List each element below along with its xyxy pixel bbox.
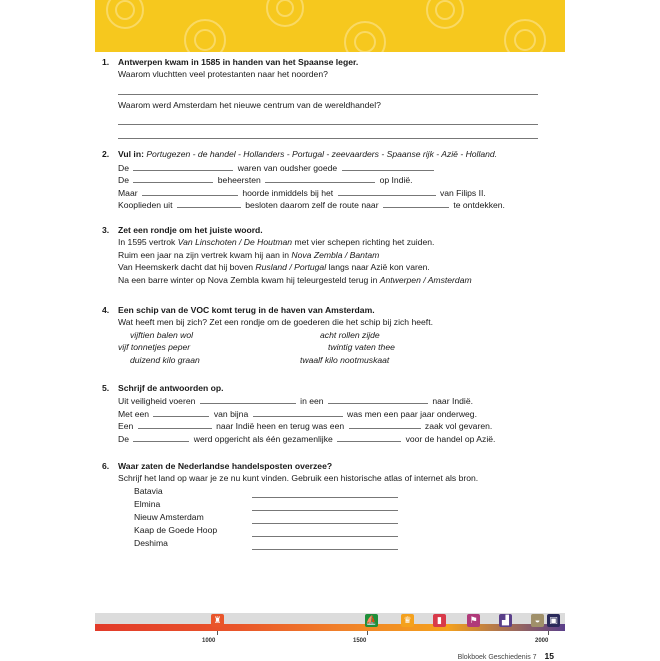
question-number: 3. xyxy=(102,225,110,235)
text: op Indië. xyxy=(379,175,413,185)
text: De xyxy=(118,162,129,173)
page-number: 15 xyxy=(544,651,554,661)
decorative-header xyxy=(95,0,565,52)
blank-field[interactable] xyxy=(142,186,238,196)
flag-icon: ⚑ xyxy=(467,614,480,627)
blank-field[interactable] xyxy=(342,161,434,171)
blank-field[interactable] xyxy=(265,173,375,183)
book-title: Blokboek Geschiedenis 7 xyxy=(457,654,537,661)
question-1 xyxy=(102,56,548,139)
question-title: Antwerpen kwam in 1585 in handen van het Spaanse leger. xyxy=(118,57,359,67)
crown-icon: ♛ xyxy=(401,614,414,627)
place-row xyxy=(134,511,548,524)
text: Uit veiligheid voeren xyxy=(118,396,196,407)
question-number: 1. xyxy=(102,57,110,67)
goods-option[interactable]: vijftien balen wol xyxy=(130,329,194,340)
text: Maar xyxy=(118,187,138,198)
text: met vier schepen richting het zuiden. xyxy=(292,237,435,248)
question-number: 6. xyxy=(102,461,110,471)
place-name: Kaap de Goede Hoop xyxy=(134,525,218,536)
fill-line xyxy=(118,407,548,420)
text: werd opgericht als één gezamenlijke xyxy=(193,433,333,444)
question-4 xyxy=(102,304,548,366)
place-row xyxy=(134,498,548,511)
answer-line[interactable] xyxy=(252,539,398,550)
hat-icon: ◒ xyxy=(531,614,544,627)
question-number: 2. xyxy=(102,149,110,159)
castle-icon: ♜ xyxy=(211,614,224,627)
goods-option[interactable]: acht rollen zijde xyxy=(320,329,380,340)
text: te ontdekken. xyxy=(453,200,505,210)
timeline xyxy=(95,613,565,644)
timeline-year: 1500 xyxy=(353,638,367,644)
place-name: Nieuw Amsterdam xyxy=(134,512,204,523)
choice-option[interactable]: Nova Zembla / Bantam xyxy=(291,249,380,260)
question-title: Schrijf de antwoorden op. xyxy=(118,383,224,393)
blank-field[interactable] xyxy=(153,407,209,417)
text: van Filips II. xyxy=(439,187,486,198)
text: zaak vol gevaren. xyxy=(424,421,493,432)
blank-field[interactable] xyxy=(200,394,296,404)
question-prompt: Waarom werd Amsterdam het nieuwe centrum van de wereldhandel? xyxy=(118,99,381,110)
question-number: 4. xyxy=(102,305,110,315)
answer-line[interactable] xyxy=(118,111,538,125)
place-name: Elmina xyxy=(134,499,161,510)
text: voor de handel op Azië. xyxy=(405,433,496,444)
answer-line[interactable] xyxy=(252,526,398,537)
answer-line[interactable] xyxy=(118,125,538,139)
fill-line xyxy=(118,161,548,174)
blank-field[interactable] xyxy=(133,161,233,171)
text: Met een xyxy=(118,408,150,419)
text: De xyxy=(118,175,129,185)
swirl-pattern xyxy=(95,0,565,52)
blank-field[interactable] xyxy=(138,419,212,429)
blank-field[interactable] xyxy=(328,394,428,404)
text: Ruim een jaar na zijn vertrek kwam hij aan in xyxy=(118,249,292,260)
goods-option[interactable]: vijf tonnetjes peper xyxy=(118,342,191,353)
text: van bijna xyxy=(213,408,249,419)
screen-icon: ▣ xyxy=(547,614,560,627)
word-options: Portugezen - de handel - Hollanders - Portugal - zeevaarders - Spaanse rijk - Azië - Holland. xyxy=(146,149,498,159)
ship-icon: ⛵ xyxy=(365,615,378,625)
question-title: Vul in: xyxy=(118,149,144,159)
blank-field[interactable] xyxy=(253,407,343,417)
question-5 xyxy=(102,382,548,444)
text: was men een paar jaar onderweg. xyxy=(347,408,477,419)
choice-option[interactable]: Rusland / Portugal xyxy=(255,262,327,273)
blank-field[interactable] xyxy=(338,186,436,196)
text: hoorde inmiddels bij het xyxy=(242,187,334,198)
timeline-tick xyxy=(217,631,218,635)
question-prompt: Wat heeft men bij zich? Zet een rondje om de goederen die het schip bij zich heeft. xyxy=(118,317,433,328)
answer-line[interactable] xyxy=(252,500,398,511)
blank-field[interactable] xyxy=(337,432,401,442)
question-title: Zet een rondje om het juiste woord. xyxy=(118,225,263,235)
text: naar Indië heen en terug was een xyxy=(216,421,345,432)
text: besloten daarom zelf de route naar xyxy=(245,200,379,210)
question-title: Waar zaten de Nederlandse handelsposten overzee? xyxy=(118,461,333,471)
place-row xyxy=(134,485,548,498)
fill-line xyxy=(118,394,548,407)
fill-line xyxy=(118,419,548,432)
question-6 xyxy=(102,460,548,550)
fill-line xyxy=(118,198,548,211)
place-name: Deshima xyxy=(134,538,168,549)
question-title: Een schip van de VOC komt terug in de haven van Amsterdam. xyxy=(118,305,375,315)
goods-option[interactable]: twintig vaten thee xyxy=(328,342,395,353)
place-row xyxy=(134,524,548,537)
choice-option[interactable]: Antwerpen / Amsterdam xyxy=(379,274,472,285)
text: naar Indië. xyxy=(432,396,473,407)
place-row xyxy=(134,537,548,550)
goods-option[interactable]: duizend kilo graan xyxy=(130,354,200,365)
fill-line xyxy=(118,173,548,186)
blank-field[interactable] xyxy=(177,198,241,208)
answer-line[interactable] xyxy=(252,513,398,524)
answer-line[interactable] xyxy=(118,81,538,95)
goods-option[interactable]: twaalf kilo nootmuskaat xyxy=(300,354,390,365)
answer-line[interactable] xyxy=(252,487,398,498)
timeline-year: 2000 xyxy=(535,638,549,644)
timeline-tick xyxy=(548,631,549,635)
blank-field[interactable] xyxy=(349,419,421,429)
factory-icon: ▟ xyxy=(499,614,512,627)
timeline-year: 1000 xyxy=(202,638,216,644)
fill-line xyxy=(118,432,548,445)
text: Na een barre winter op Nova Zembla kwam hij teleurgesteld terug in xyxy=(118,274,380,285)
text: In 1595 vertrok xyxy=(118,237,178,248)
text: beheersten xyxy=(217,175,261,185)
text: Een xyxy=(118,421,134,432)
text: in een xyxy=(300,396,324,407)
choice-option[interactable]: Van Linschoten / De Houtman xyxy=(177,237,293,248)
fill-line xyxy=(118,186,548,199)
question-prompt: Schrijf het land op waar je ze nu kunt vinden. Gebruik een historische atlas of internet als bron. xyxy=(118,473,479,484)
timeline-tick xyxy=(367,631,368,635)
text: Kooplieden uit xyxy=(118,200,173,210)
question-prompt: Waarom vluchtten veel protestanten naar het noorden? xyxy=(118,69,328,80)
blank-field[interactable] xyxy=(133,173,213,183)
blank-field[interactable] xyxy=(133,432,189,442)
text: Van Heemskerk dacht dat hij boven xyxy=(118,262,256,273)
timeline-bar xyxy=(95,624,565,631)
question-2 xyxy=(102,148,548,211)
place-name: Batavia xyxy=(134,486,163,497)
question-3 xyxy=(102,224,548,286)
text: waren van oudsher goede xyxy=(237,162,338,173)
timeline-icon-strip xyxy=(95,613,565,624)
question-number: 5. xyxy=(102,383,110,393)
text: De xyxy=(118,433,129,444)
blank-field[interactable] xyxy=(383,198,449,208)
tower-icon: ▮ xyxy=(433,614,446,627)
text: langs naar Azië kon varen. xyxy=(326,262,430,273)
